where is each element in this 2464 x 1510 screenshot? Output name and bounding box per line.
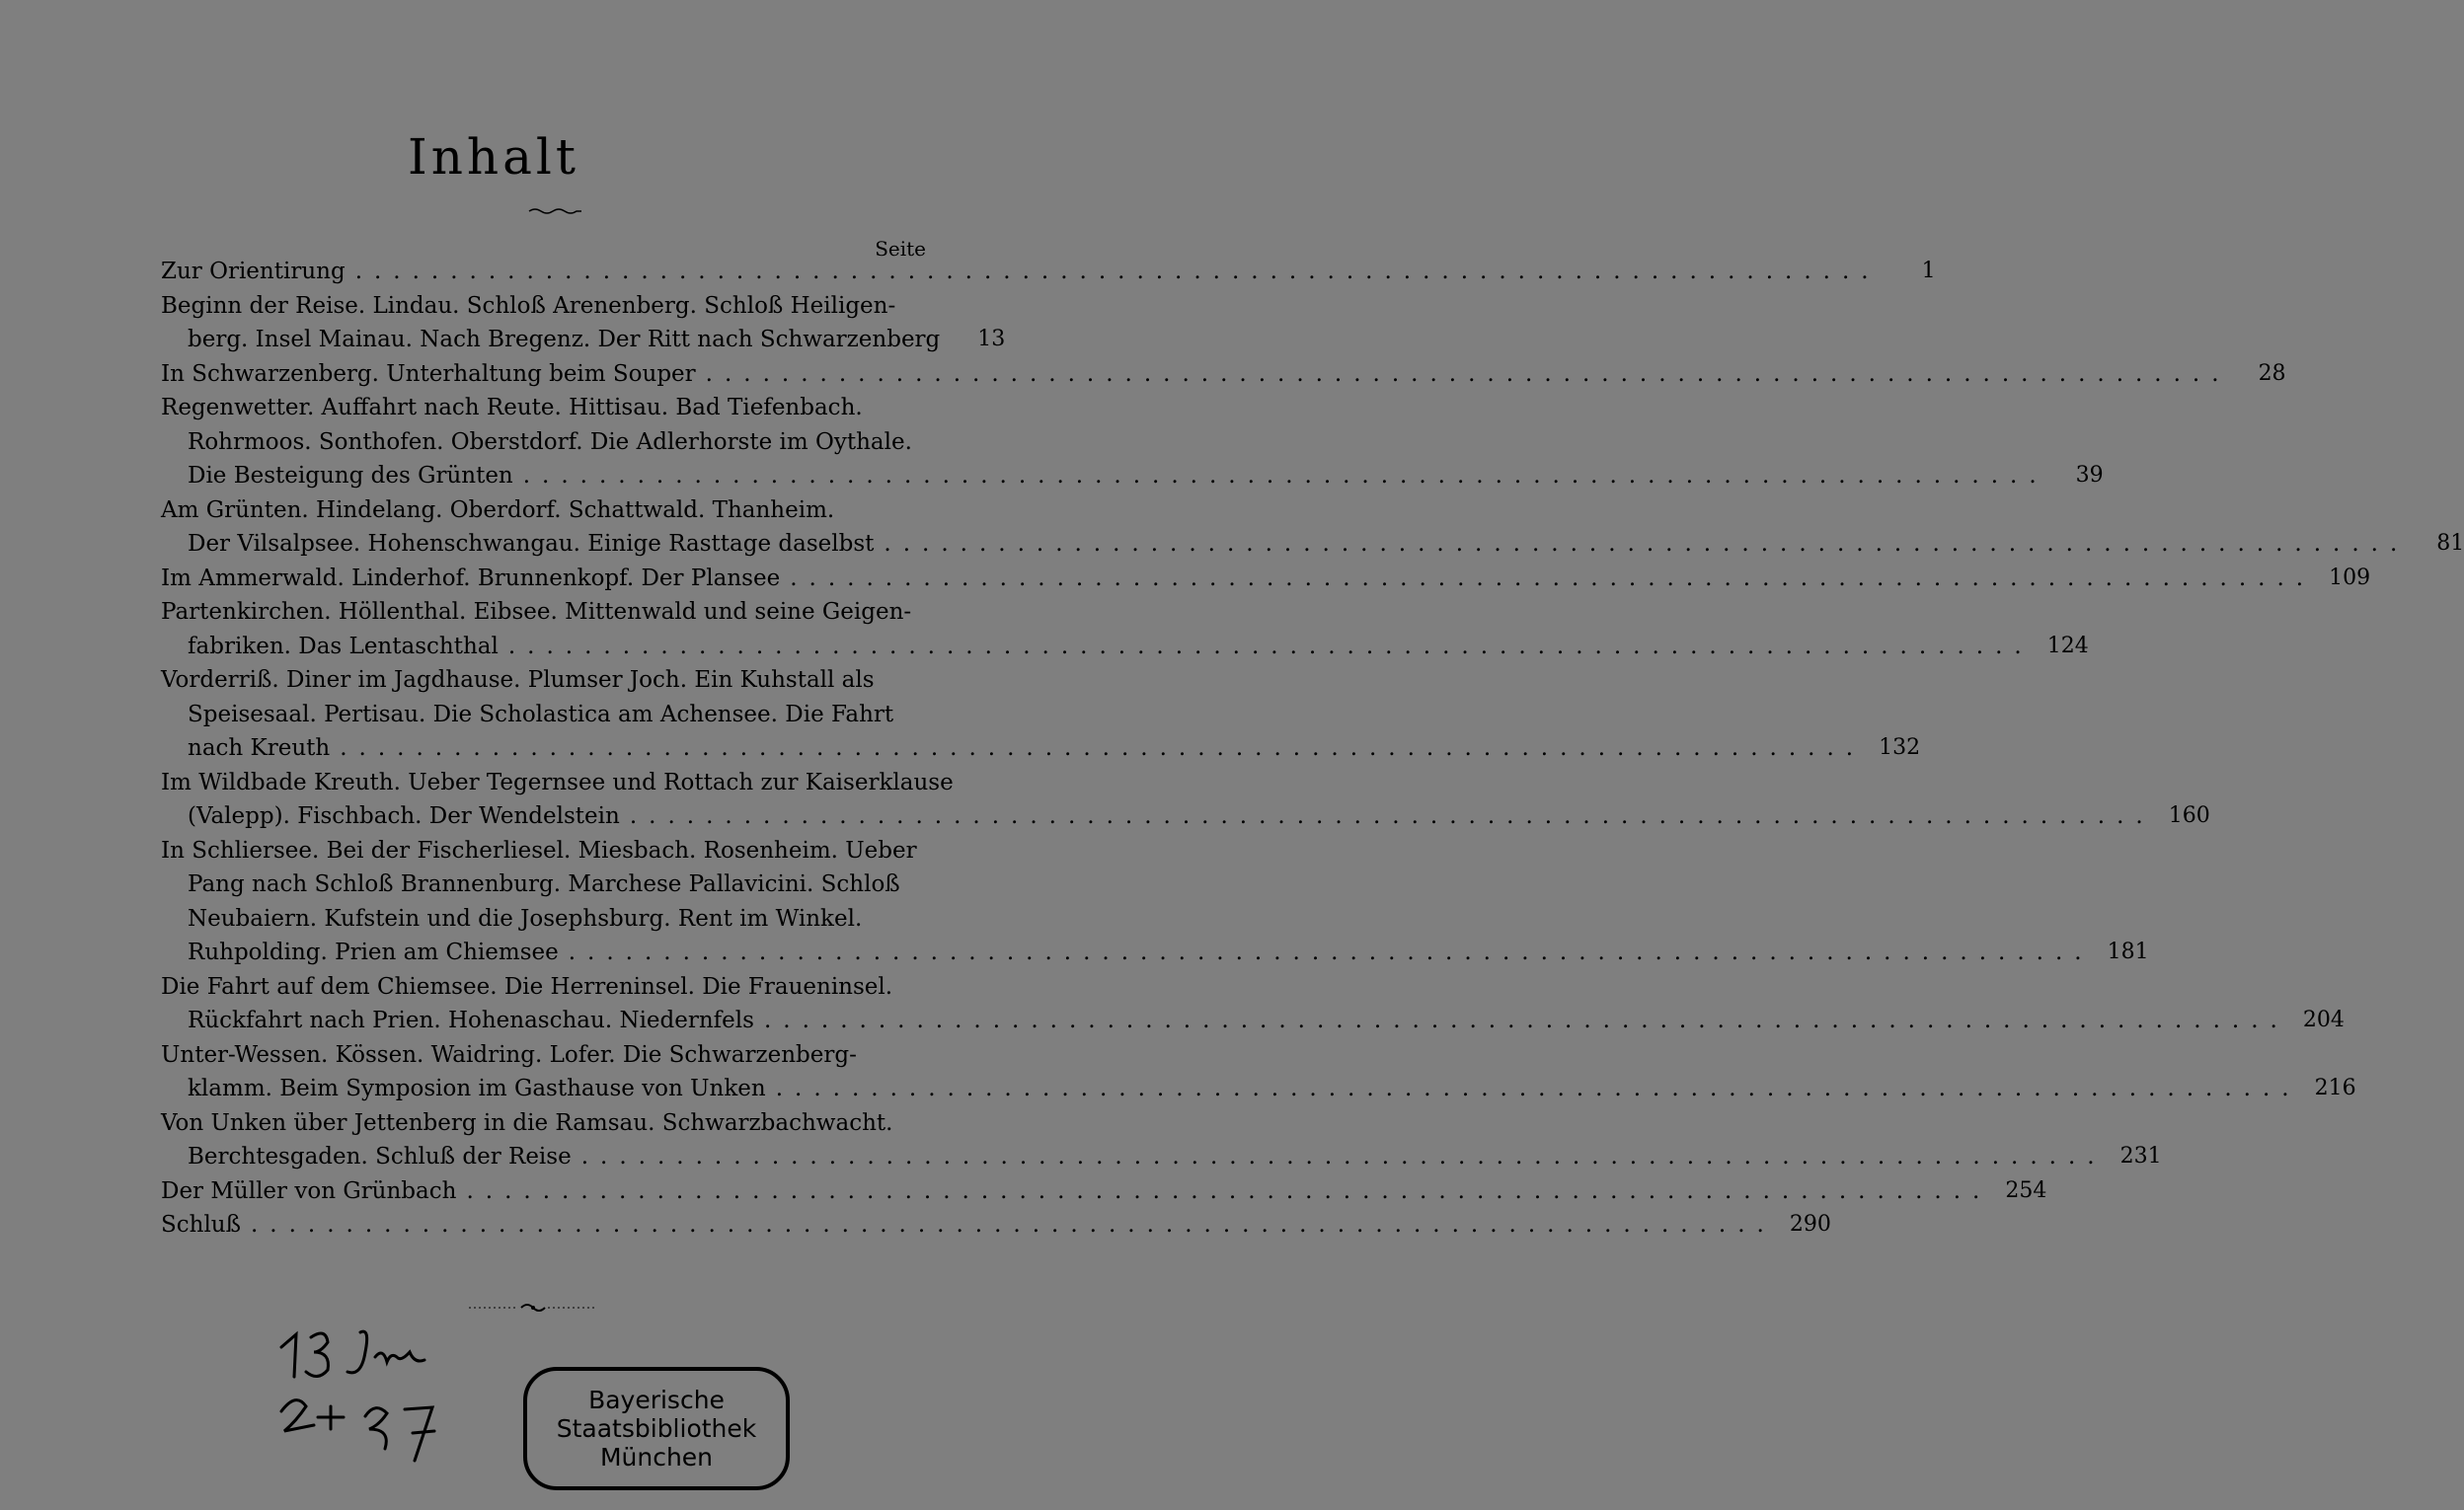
toc-entry-text: Zur Orientirung xyxy=(161,259,346,284)
toc-page-number: 109 xyxy=(2329,565,2371,590)
toc-entry-text: (Valepp). Fischbach. Der Wendelstein xyxy=(188,803,620,829)
toc-entry-text: Vorderriß. Diner im Jagdhause. Plumser Joch. Ein Kuhstall als xyxy=(161,667,875,693)
toc-entry-text: Die Fahrt auf dem Chiemsee. Die Herreninsel. Die Fraueninsel. xyxy=(161,973,893,1000)
toc-entry-text: fabriken. Das Lentaschthal xyxy=(188,633,499,659)
toc-entry xyxy=(188,1140,2162,1173)
toc-entry-text: Speisesaal. Pertisau. Die Scholastica am Achensee. Die Fahrt xyxy=(188,701,894,727)
toc-entry-text: Rückfahrt nach Prien. Hohenaschau. Niedernfels xyxy=(188,1008,754,1033)
toc-entry xyxy=(161,834,928,868)
toc-leader-dots: ................................................................................ xyxy=(354,259,1881,284)
toc-entry-text: Die Besteigung des Grünten xyxy=(188,463,513,489)
toc-entry-text: In Schliersee. Bei der Fischerliesel. Miesbach. Rosenheim. Ueber xyxy=(161,837,917,864)
toc-leader-dots: ................................................................................ xyxy=(580,1144,2107,1170)
toc-page-number: 28 xyxy=(2258,360,2286,386)
page-title: Inhalt xyxy=(407,128,580,186)
toc-leader-dots: ................................................................................ xyxy=(790,565,2316,591)
toc-page-number: 204 xyxy=(2302,1008,2345,1032)
toc-page-number: 290 xyxy=(1789,1212,1831,1237)
handwritten-note xyxy=(267,1322,474,1471)
toc-page-number: 81 xyxy=(2436,531,2464,556)
toc-entry xyxy=(161,562,2371,595)
toc-entry xyxy=(161,970,928,1004)
toc-entry-text: Neubaiern. Kufstein und die Josephsburg. Rent im Winkel. xyxy=(188,905,863,932)
toc-entry-text: Unter-Wessen. Kössen. Waidring. Lofer. Die Schwarzenberg- xyxy=(161,1041,857,1068)
toc-entry xyxy=(161,1038,928,1072)
toc-entry-text: Pang nach Schloß Brannenburg. Marchese Pallavicini. Schloß xyxy=(188,871,900,897)
toc-leader-dots: ................................................................................ xyxy=(629,803,2155,829)
toc-entry xyxy=(161,255,1936,288)
toc-page-number: 216 xyxy=(2314,1076,2356,1100)
toc-entry-text: Partenkirchen. Höllenthal. Eibsee. Mittenwald und seine Geigen- xyxy=(161,599,912,625)
toc-entry xyxy=(188,459,2104,492)
toc-entry-text: Schluß xyxy=(161,1212,241,1238)
toc-page-number: 132 xyxy=(1879,735,1921,760)
toc-entry xyxy=(188,868,928,901)
toc-entry xyxy=(188,323,1006,356)
toc-entry xyxy=(188,902,928,936)
toc-leader-dots: ................................................................................ xyxy=(884,531,2410,557)
toc-entry xyxy=(188,731,1921,765)
toc-leader-dots: ................................................................................ xyxy=(775,1076,2301,1101)
toc-entry xyxy=(188,698,928,731)
toc-entry xyxy=(161,493,928,527)
toc-entry-text: Im Wildbade Kreuth. Ueber Tegernsee und Rottach zur Kaiserklause xyxy=(161,769,954,795)
toc-entry xyxy=(161,1174,2047,1208)
toc-entry-text: Der Müller von Grünbach xyxy=(161,1177,457,1204)
toc-page-number: 39 xyxy=(2075,463,2104,488)
toc-leader-dots: ................................................................................ xyxy=(568,940,2094,965)
toc-leader-dots: ................................................................................ xyxy=(340,735,1866,761)
toc-entry xyxy=(161,663,928,697)
toc-page-number: 181 xyxy=(2107,940,2149,964)
stamp-line-1: Bayerische xyxy=(588,1386,725,1414)
toc-leader-dots: ................................................................................ xyxy=(466,1177,1992,1204)
toc-entry-text: Rohrmoos. Sonthofen. Oberstdorf. Die Adlerhorste im Oythale. xyxy=(188,428,912,455)
toc-entry-text: Von Unken über Jettenberg in die Ramsau. Schwarzbachwacht. xyxy=(161,1109,893,1136)
toc-entry-text: Am Grünten. Hindelang. Oberdorf. Schattwald. Thanheim. xyxy=(161,496,835,523)
toc-leader-dots: ................................................................................ xyxy=(250,1212,1776,1238)
toc-leader-dots: ................................................................................ xyxy=(763,1008,2289,1033)
toc-entry xyxy=(161,391,928,424)
toc-entry xyxy=(188,527,2464,561)
library-stamp xyxy=(523,1367,790,1490)
toc-entry xyxy=(188,936,2149,969)
toc-entry-text: Regenwetter. Auffahrt nach Reute. Hittisau. Bad Tiefenbach. xyxy=(161,395,863,420)
toc-entry-text: klamm. Beim Symposion im Gasthause von Unken xyxy=(188,1076,766,1101)
toc-entry xyxy=(161,595,928,629)
toc-entry-text: Der Vilsalpsee. Hohenschwangau. Einige Rasttage daselbst xyxy=(188,531,875,557)
toc-entry-text: Ruhpolding. Prien am Chiemsee xyxy=(188,940,559,965)
toc-entry-text: nach Kreuth xyxy=(188,735,331,761)
title-flourish xyxy=(528,207,582,215)
toc-entry-text: berg. Insel Mainau. Nach Bregenz. Der Ritt nach Schwarzenberg xyxy=(188,327,941,352)
toc-entry xyxy=(161,766,954,799)
toc-entry-text: Im Ammerwald. Linderhof. Brunnenkopf. Der Plansee xyxy=(161,565,781,591)
toc-page-number: 231 xyxy=(2119,1144,2162,1169)
toc-entry xyxy=(188,1072,2356,1105)
toc-page-number: 160 xyxy=(2168,803,2210,828)
toc-entry xyxy=(188,1004,2345,1037)
toc-entry xyxy=(161,357,2286,391)
toc-leader-dots: ................................................................................ xyxy=(522,463,2048,489)
toc-entry xyxy=(188,799,2210,833)
toc-page-number: 13 xyxy=(977,327,1006,351)
toc-entry xyxy=(188,630,2089,663)
stamp-line-2: Staatsbibliothek xyxy=(556,1414,757,1443)
toc-leader-dots: ................................................................................ xyxy=(705,360,2231,387)
toc-page-number: 124 xyxy=(2046,633,2089,658)
toc-entry-text: Berchtesgaden. Schluß der Reise xyxy=(188,1144,572,1170)
toc-page-number: 1 xyxy=(1921,259,1936,283)
toc-leader-dots: ................................................................................ xyxy=(507,633,2034,659)
toc-entry xyxy=(161,289,928,323)
page-column-header: Seite xyxy=(875,237,926,261)
toc-entry xyxy=(188,425,928,459)
stamp-line-3: München xyxy=(599,1443,714,1472)
toc-page-number: 254 xyxy=(2005,1177,2047,1203)
toc-entry xyxy=(161,1208,1831,1242)
ornament-divider xyxy=(464,1301,602,1315)
toc-entry-text: In Schwarzenberg. Unterhaltung beim Souper xyxy=(161,360,696,387)
toc-entry-text: Beginn der Reise. Lindau. Schloß Arenenberg. Schloß Heiligen- xyxy=(161,292,896,319)
toc-entry xyxy=(161,1106,928,1140)
